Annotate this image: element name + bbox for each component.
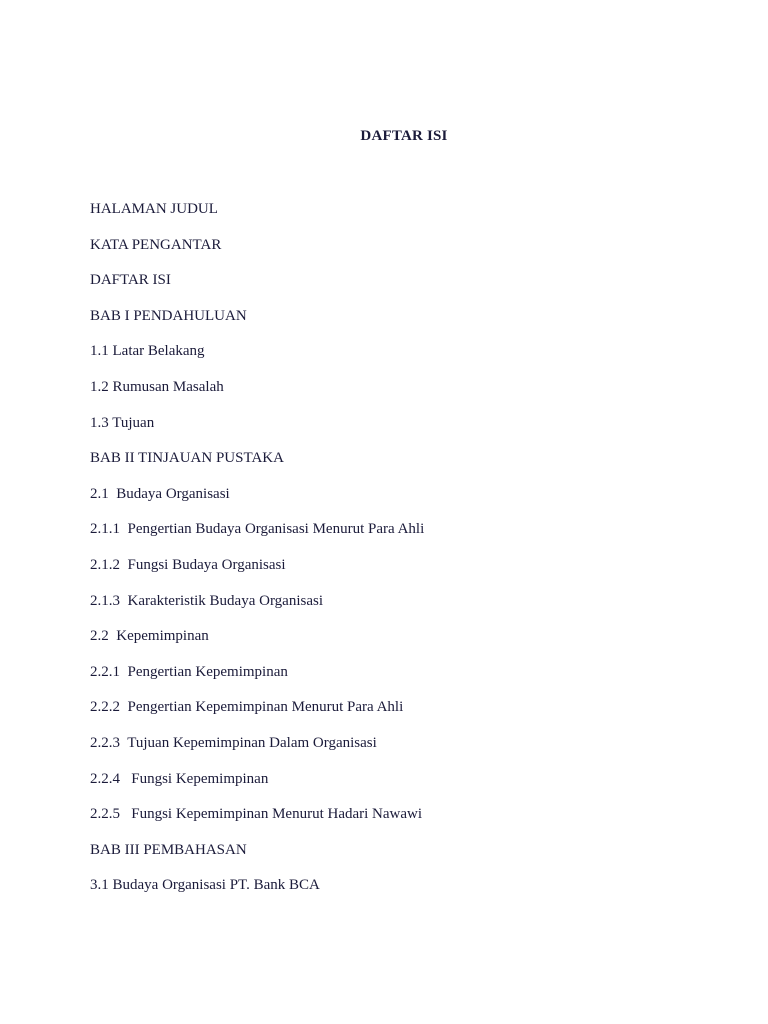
toc-entry: 1.3 Tujuan — [90, 414, 155, 431]
table-of-contents — [90, 199, 424, 911]
toc-entry: 2.1.1 Pengertian Budaya Organisasi Menurut Para Ahli — [90, 521, 425, 538]
toc-entry: 1.2 Rumusan Masalah — [90, 378, 224, 395]
toc-entry: DAFTAR ISI — [90, 272, 171, 289]
page-title: DAFTAR ISI — [360, 128, 448, 144]
toc-entry: BAB II TINJAUAN PUSTAKA — [90, 450, 284, 467]
toc-entry: 2.2.2 Pengertian Kepemimpinan Menurut Para Ahli — [90, 699, 404, 716]
toc-entry: 2.1.3 Karakteristik Budaya Organisasi — [90, 592, 324, 609]
toc-entry: BAB III PEMBAHASAN — [90, 841, 247, 858]
toc-entry: KATA PENGANTAR — [90, 236, 222, 253]
toc-entry: BAB I PENDAHULUAN — [90, 307, 247, 324]
toc-entry: 2.2.4 Fungsi Kepemimpinan — [90, 770, 269, 787]
toc-entry: 2.1.2 Fungsi Budaya Organisasi — [90, 556, 286, 573]
toc-entry: HALAMAN JUDUL — [90, 201, 218, 217]
toc-entry: 2.1 Budaya Organisasi — [90, 485, 230, 502]
toc-entry: 1.1 Latar Belakang — [90, 343, 205, 360]
toc-entry: 2.2 Kepemimpinan — [90, 628, 209, 645]
toc-entry: 3.1 Budaya Organisasi PT. Bank BCA — [90, 877, 320, 894]
toc-entry: 2.2.3 Tujuan Kepemimpinan Dalam Organisasi — [90, 734, 377, 751]
toc-entry: 2.2.1 Pengertian Kepemimpinan — [90, 663, 288, 680]
toc-entry: 2.2.5 Fungsi Kepemimpinan Menurut Hadari Nawawi — [90, 806, 423, 823]
